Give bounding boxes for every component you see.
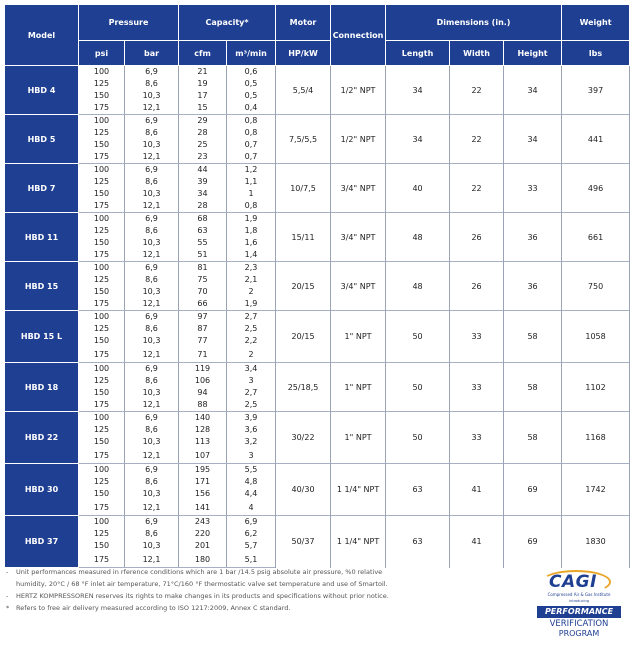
cfm-cell: 81 [179,262,227,275]
table-row [5,66,630,79]
cfm-cell: 55 [179,237,227,249]
m3min-cell: 4,8 [227,476,276,488]
cfm-cell: 128 [179,424,227,436]
bar-cell: 6,9 [125,66,179,79]
cfm-cell: 140 [179,412,227,425]
specifications-table [4,4,630,568]
table-row [5,412,630,425]
cfm-cell: 113 [179,436,227,448]
height-cell: 34 [504,115,562,164]
bar-cell: 10,3 [125,335,179,347]
width-cell: 22 [450,164,504,213]
footnote-item [6,590,406,602]
psi-cell: 100 [79,311,125,324]
bar-cell: 10,3 [125,139,179,151]
bar-cell: 12,1 [125,249,179,262]
m3min-cell: 2,7 [227,311,276,324]
m3min-cell: 0,7 [227,139,276,151]
cfm-cell: 141 [179,500,227,516]
width-cell: 22 [450,66,504,115]
m3min-cell: 1 [227,188,276,200]
m3min-cell: 3,2 [227,436,276,448]
connection-cell: 1/2" NPT [331,66,386,115]
bar-cell: 10,3 [125,488,179,500]
height-cell: 36 [504,213,562,262]
cfm-cell: 28 [179,200,227,213]
connection-cell: 1 1/4" NPT [331,516,386,568]
length-cell: 63 [386,516,450,568]
weight-cell: 441 [562,115,630,164]
psi-cell: 175 [79,448,125,464]
bar-cell: 8,6 [125,375,179,387]
height-cell: 69 [504,516,562,568]
weight-cell: 496 [562,164,630,213]
model-name-cell: HBD 18 [5,363,79,412]
psi-cell: 125 [79,424,125,436]
psi-cell: 125 [79,225,125,237]
connection-cell: 3/4" NPT [331,164,386,213]
bar-cell: 12,1 [125,298,179,311]
bar-cell: 10,3 [125,90,179,102]
width-cell: 33 [450,412,504,464]
cagi-logo-small-text: introducing [569,599,589,603]
table-row [5,115,630,128]
psi-cell: 175 [79,347,125,363]
width-cell: 33 [450,363,504,412]
length-cell: 50 [386,363,450,412]
weight-cell: 397 [562,66,630,115]
weight-cell: 1058 [562,311,630,363]
connection-cell: 1" NPT [331,412,386,464]
bar-cell: 12,1 [125,399,179,412]
cfm-cell: 119 [179,363,227,376]
m3min-cell: 1,9 [227,298,276,311]
weight-cell: 750 [562,262,630,311]
cfm-cell: 107 [179,448,227,464]
m3min-cell: 6,9 [227,516,276,529]
cfm-cell: 39 [179,176,227,188]
bar-cell: 8,6 [125,225,179,237]
height-cell: 58 [504,412,562,464]
psi-cell: 150 [79,387,125,399]
model-name-cell: HBD 7 [5,164,79,213]
psi-cell: 125 [79,127,125,139]
cfm-cell: 25 [179,139,227,151]
length-cell: 50 [386,412,450,464]
cfm-cell: 94 [179,387,227,399]
psi-cell: 125 [79,375,125,387]
cfm-cell: 44 [179,164,227,177]
cagi-performance-logo [537,570,621,644]
psi-cell: 150 [79,139,125,151]
psi-cell: 150 [79,237,125,249]
bar-cell: 6,9 [125,262,179,275]
connection-cell: 1 1/4" NPT [331,464,386,516]
bar-cell: 12,1 [125,151,179,164]
cfm-cell: 243 [179,516,227,529]
bar-cell: 6,9 [125,363,179,376]
header-weight: Weight [562,5,630,41]
cfm-cell: 21 [179,66,227,79]
cagi-logo-word: CAGI [549,572,597,592]
psi-cell: 150 [79,188,125,200]
length-cell: 34 [386,66,450,115]
cfm-cell: 66 [179,298,227,311]
header-dimensions: Dimensions (in.) [386,5,562,41]
m3min-cell: 1,1 [227,176,276,188]
m3min-cell: 4 [227,500,276,516]
m3min-cell: 5,5 [227,464,276,477]
m3min-cell: 6,2 [227,528,276,540]
cfm-cell: 19 [179,78,227,90]
connection-cell: 1" NPT [331,311,386,363]
psi-cell: 150 [79,488,125,500]
psi-cell: 100 [79,412,125,425]
footnote-text: HERTZ KOMPRESSOREN reserves its rights to make changes in its products and specifications without prior notice. [16,592,389,600]
cfm-cell: 171 [179,476,227,488]
m3min-cell: 0,8 [227,115,276,128]
psi-cell: 125 [79,176,125,188]
m3min-cell: 2,7 [227,387,276,399]
cagi-logo-band: PERFORMANCE [537,606,621,618]
m3min-cell: 1,4 [227,249,276,262]
psi-cell: 175 [79,399,125,412]
header-length: Length [386,41,450,66]
weight-cell: 1102 [562,363,630,412]
psi-cell: 150 [79,286,125,298]
m3min-cell: 1,6 [227,237,276,249]
connection-cell: 3/4" NPT [331,213,386,262]
psi-cell: 100 [79,262,125,275]
connection-cell: 3/4" NPT [331,262,386,311]
model-name-cell: HBD 5 [5,115,79,164]
footnote-text: Refers to free air delivery measured according to ISO 1217:2009, Annex C standard. [16,604,291,612]
height-cell: 58 [504,311,562,363]
table-row [5,164,630,177]
length-cell: 63 [386,464,450,516]
bar-cell: 6,9 [125,213,179,226]
cfm-cell: 29 [179,115,227,128]
psi-cell: 175 [79,500,125,516]
model-name-cell: HBD 15 [5,262,79,311]
psi-cell: 125 [79,528,125,540]
cfm-cell: 34 [179,188,227,200]
footnote-item [6,566,406,590]
cfm-cell: 220 [179,528,227,540]
motor-cell: 10/7,5 [276,164,331,213]
header-model: Model [5,5,79,66]
footnote-mark: - [6,592,9,600]
footnote-mark: * [6,604,10,612]
weight-cell: 1830 [562,516,630,568]
cfm-cell: 201 [179,540,227,552]
motor-cell: 25/18,5 [276,363,331,412]
psi-cell: 100 [79,115,125,128]
bar-cell: 10,3 [125,436,179,448]
weight-cell: 1168 [562,412,630,464]
motor-cell: 20/15 [276,262,331,311]
m3min-cell: 0,6 [227,66,276,79]
cfm-cell: 195 [179,464,227,477]
motor-cell: 20/15 [276,311,331,363]
cfm-cell: 97 [179,311,227,324]
psi-cell: 175 [79,298,125,311]
psi-cell: 150 [79,436,125,448]
psi-cell: 175 [79,200,125,213]
psi-cell: 100 [79,516,125,529]
bar-cell: 6,9 [125,115,179,128]
m3min-cell: 2 [227,286,276,298]
weight-cell: 1742 [562,464,630,516]
connection-cell: 1/2" NPT [331,115,386,164]
m3min-cell: 3,4 [227,363,276,376]
cfm-cell: 17 [179,90,227,102]
cfm-cell: 51 [179,249,227,262]
bar-cell: 8,6 [125,476,179,488]
header-psi: psi [79,41,125,66]
weight-cell: 661 [562,213,630,262]
table-row [5,213,630,226]
table-row [5,363,630,376]
m3min-cell: 2 [227,347,276,363]
table-row [5,516,630,529]
m3min-cell: 0,5 [227,90,276,102]
bar-cell: 8,6 [125,274,179,286]
bar-cell: 6,9 [125,311,179,324]
motor-cell: 30/22 [276,412,331,464]
m3min-cell: 4,4 [227,488,276,500]
cfm-cell: 156 [179,488,227,500]
width-cell: 26 [450,213,504,262]
bar-cell: 8,6 [125,78,179,90]
m3min-cell: 2,5 [227,399,276,412]
psi-cell: 100 [79,363,125,376]
motor-cell: 50/37 [276,516,331,568]
header-cfm: cfm [179,41,227,66]
psi-cell: 100 [79,213,125,226]
bar-cell: 8,6 [125,176,179,188]
width-cell: 41 [450,516,504,568]
bar-cell: 8,6 [125,424,179,436]
header-connection: Connection [331,5,386,66]
m3min-cell: 1,9 [227,213,276,226]
height-cell: 34 [504,66,562,115]
motor-cell: 5,5/4 [276,66,331,115]
bar-cell: 12,1 [125,200,179,213]
m3min-cell: 0,5 [227,78,276,90]
cfm-cell: 75 [179,274,227,286]
bar-cell: 12,1 [125,347,179,363]
bar-cell: 12,1 [125,552,179,568]
width-cell: 33 [450,311,504,363]
cfm-cell: 68 [179,213,227,226]
motor-cell: 15/11 [276,213,331,262]
header-motor: Motor [276,5,331,41]
cagi-logo-subtitle: Compressed Air & Gas Institute [547,592,611,597]
cfm-cell: 28 [179,127,227,139]
cfm-cell: 87 [179,323,227,335]
m3min-cell: 2,5 [227,323,276,335]
table-body [5,66,630,568]
psi-cell: 100 [79,66,125,79]
m3min-cell: 2,2 [227,335,276,347]
m3min-cell: 3 [227,375,276,387]
cfm-cell: 88 [179,399,227,412]
header-bar: bar [125,41,179,66]
bar-cell: 10,3 [125,540,179,552]
m3min-cell: 1,2 [227,164,276,177]
header-hpkw: HP/kW [276,41,331,66]
cfm-cell: 23 [179,151,227,164]
psi-cell: 175 [79,102,125,115]
m3min-cell: 3,6 [227,424,276,436]
psi-cell: 125 [79,274,125,286]
psi-cell: 150 [79,335,125,347]
bar-cell: 10,3 [125,237,179,249]
table-row [5,311,630,324]
m3min-cell: 0,7 [227,151,276,164]
model-name-cell: HBD 11 [5,213,79,262]
psi-cell: 125 [79,323,125,335]
psi-cell: 150 [79,90,125,102]
psi-cell: 175 [79,249,125,262]
psi-cell: 125 [79,476,125,488]
bar-cell: 10,3 [125,188,179,200]
width-cell: 26 [450,262,504,311]
height-cell: 58 [504,363,562,412]
length-cell: 48 [386,262,450,311]
width-cell: 22 [450,115,504,164]
model-name-cell: HBD 30 [5,464,79,516]
motor-cell: 40/30 [276,464,331,516]
bar-cell: 6,9 [125,516,179,529]
cagi-logo-program: PROGRAM [558,629,600,638]
psi-cell: 175 [79,151,125,164]
bar-cell: 6,9 [125,412,179,425]
length-cell: 50 [386,311,450,363]
footnote-text: Unit performances measured in rference conditions which are 1 bar /14.5 psig absolute air pressure, %0 relative humidity, 20°C / 68 °F inlet air temperature, 71°C/160 °F thermostatic valve set temperature and use of Smartoil. [16,568,388,588]
model-name-cell: HBD 37 [5,516,79,568]
bar-cell: 8,6 [125,528,179,540]
model-name-cell: HBD 22 [5,412,79,464]
cfm-cell: 106 [179,375,227,387]
cfm-cell: 70 [179,286,227,298]
m3min-cell: 0,8 [227,127,276,139]
header-lbs: lbs [562,41,630,66]
m3min-cell: 5,1 [227,552,276,568]
bar-cell: 8,6 [125,127,179,139]
m3min-cell: 3,9 [227,412,276,425]
width-cell: 41 [450,464,504,516]
bar-cell: 10,3 [125,387,179,399]
cfm-cell: 77 [179,335,227,347]
cfm-cell: 180 [179,552,227,568]
psi-cell: 125 [79,78,125,90]
bar-cell: 6,9 [125,464,179,477]
model-name-cell: HBD 15 L [5,311,79,363]
footnotes [6,566,406,614]
footnote-mark: - [6,568,9,576]
table-row [5,262,630,275]
height-cell: 33 [504,164,562,213]
table-row [5,464,630,477]
bar-cell: 12,1 [125,500,179,516]
length-cell: 40 [386,164,450,213]
header-capacity: Capacity* [179,5,276,41]
height-cell: 69 [504,464,562,516]
cfm-cell: 63 [179,225,227,237]
m3min-cell: 2,3 [227,262,276,275]
psi-cell: 100 [79,464,125,477]
m3min-cell: 5,7 [227,540,276,552]
length-cell: 34 [386,115,450,164]
m3min-cell: 3 [227,448,276,464]
bar-cell: 12,1 [125,102,179,115]
bar-cell: 8,6 [125,323,179,335]
cagi-logo-verification: VERIFICATION [549,619,609,629]
footnote-item [6,602,406,614]
header-width: Width [450,41,504,66]
length-cell: 48 [386,213,450,262]
height-cell: 36 [504,262,562,311]
connection-cell: 1" NPT [331,363,386,412]
header-height: Height [504,41,562,66]
cfm-cell: 71 [179,347,227,363]
m3min-cell: 0,8 [227,200,276,213]
model-name-cell: HBD 4 [5,66,79,115]
header-pressure: Pressure [79,5,179,41]
header-m3min: m³/min [227,41,276,66]
m3min-cell: 1,8 [227,225,276,237]
psi-cell: 100 [79,164,125,177]
psi-cell: 150 [79,540,125,552]
bar-cell: 10,3 [125,286,179,298]
bar-cell: 6,9 [125,164,179,177]
m3min-cell: 0,4 [227,102,276,115]
m3min-cell: 2,1 [227,274,276,286]
motor-cell: 7,5/5,5 [276,115,331,164]
psi-cell: 175 [79,552,125,568]
cfm-cell: 15 [179,102,227,115]
bar-cell: 12,1 [125,448,179,464]
